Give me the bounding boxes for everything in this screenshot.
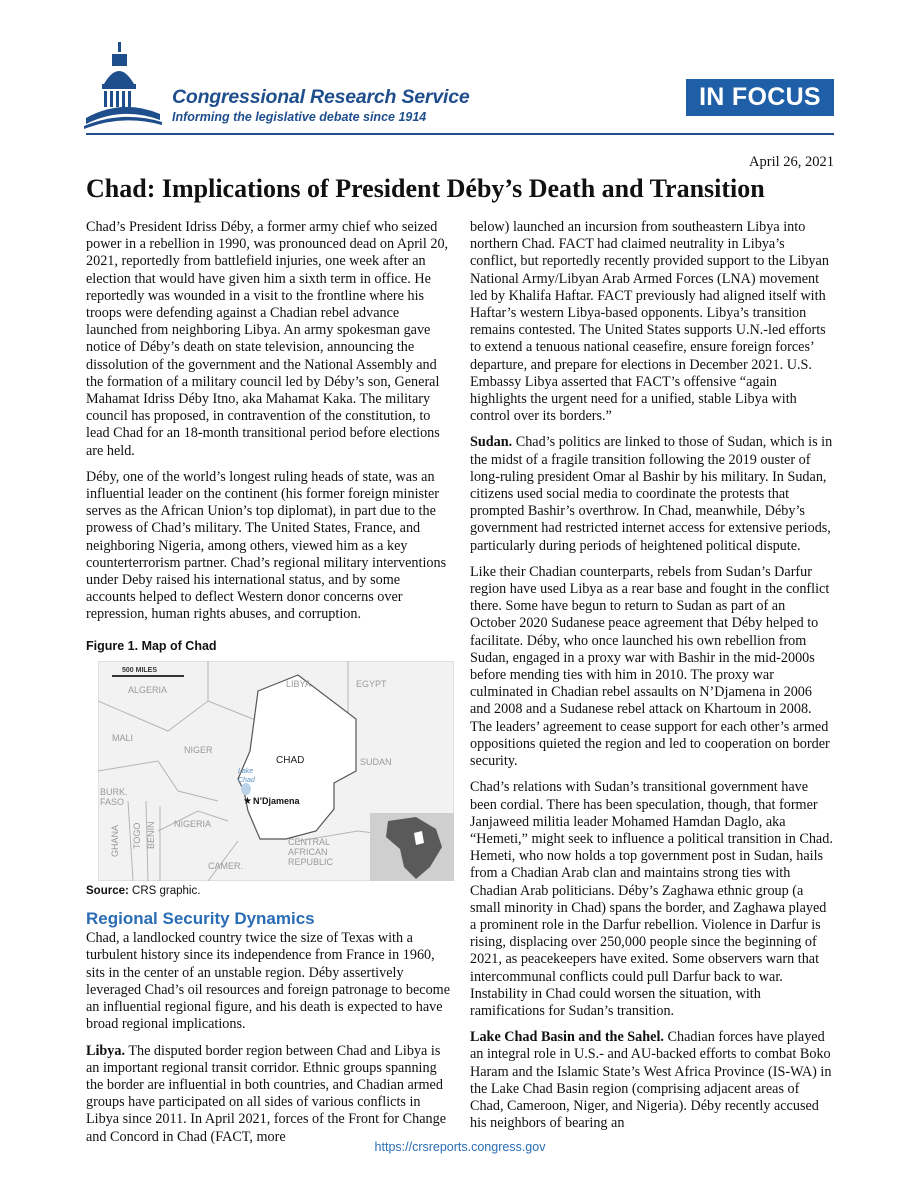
label-burk-1: BURK. — [100, 786, 128, 797]
lake-chad-paragraph — [470, 1029, 834, 1132]
report-title: Chad: Implications of President Déby’s Death and Transition — [86, 174, 765, 203]
label-sudan: SUDAN — [360, 756, 392, 767]
intro-paragraph-2: Déby, one of the world’s longest ruling heads of state, was an influential leader on the continent (his former foreign minister serves as the African Union’s top diplomat), in part due to the prowess of Chad’s military. The United States, France, and neighboring Nigeria, among others, viewed him as a key counterterrorism partner. Chad’s regional military interventions under Deby raised his international status, and by some accounts helped to deflect Western donor concerns over repression, human rights abuses, and corruption. — [86, 468, 447, 623]
libya-text: The disputed border region between Chad and Libya is an important regional transit corridor. Ethnic groups spanning the border are influential in both countries, and Chadian armed groups have participated on all sides of various conflicts in Libya since 2011. In April 2021, forces of the Front for Change and Concord in Chad (FACT, more — [86, 1042, 446, 1145]
scale-label: 500 MILES — [122, 666, 158, 674]
sudan-paragraph-label: Sudan. — [470, 434, 513, 451]
label-niger: NIGER — [184, 744, 213, 755]
report-date: April 26, 2021 — [749, 154, 834, 170]
org-name: Congressional Research Service — [172, 86, 470, 108]
figure-source — [86, 883, 450, 900]
lake-chad-paragraph-text: Chadian forces have played an integral role in U.S.- and AU-backed efforts to combat Boko Haram and the Islamic State’s West Africa Province (IS-WA) in the Lake Chad Basin region (comprising adjacent areas of Chad, Cameroon, Niger, and Nigeria). Déby recently accused his neighbors of bearing an — [470, 1029, 832, 1132]
section-heading: Regional Security Dynamics — [86, 909, 315, 929]
label-nigeria: NIGERIA — [174, 818, 212, 829]
label-burk-2: FASO — [100, 796, 125, 807]
label-mali: MALI — [112, 732, 134, 743]
label-chad: CHAD — [276, 754, 305, 766]
label-benin: BENIN — [146, 821, 156, 849]
lake-chad-paragraph-label: Lake Chad Basin and the Sahel. — [470, 1029, 664, 1046]
libya-paragraph-continued: below) launched an incursion from southeastern Libya into northern Chad. FACT had claimed neutrality in Libya’s conflict, but reportedly recently provided support to the Libyan National Army/Libyan Arab Armed Forces (LNA) movement led by Khalifa Haftar. FACT previously had aligned itself with Haftar’s western Libya-based opponents. Libya’s transition remains contested. The United States supports U.N.-led efforts to extend a tenuous national ceasefire, ensure foreign forces’ departure, and prepare for elections in December 2021. U.S. Embassy Libya asserted that FACT’s offensive “again highlights the urgent need for a unified, stable Libya with control over its borders.” — [470, 219, 829, 425]
report-header — [0, 0, 920, 140]
label-camer: CAMER. — [208, 860, 244, 871]
chad-map — [98, 661, 454, 881]
label-libya: LIBYA — [286, 678, 311, 689]
intro-paragraph-1: Chad’s President Idriss Déby, a former army chief who seized power in a rebellion in 1990, was pronounced dead on April 20, 2021, reportedly from battlefield injuries, one week after an election that would have given him a sixth term in office. He reportedly was wounded in a visit to the frontline where his troops were defending against a Chadian rebel advance launched from neighboring Libya. An army spokesman gave notice of Déby’s death on state television, announcing the dissolution of the government and the National Assembly and the formation of a military council led by Déby’s son, General Mahamat Idriss Déby Itno, aka Mahamat Kaka. The military council has proposed, in contravention of the constitution, to lead Chad for an 18-month transitional period before elections are held. — [86, 219, 449, 459]
source-label: Source: — [86, 884, 129, 897]
header-rule — [86, 133, 834, 135]
right-column — [470, 219, 834, 1141]
label-car-1: CENTRAL — [288, 836, 331, 847]
label-lake-1: Lake — [238, 767, 254, 775]
relations-paragraph: Chad’s relations with Sudan’s transitional government have been cordial. There has been speculation, though, that former Janjaweed militia leader Mohamed Hamdan Daglo, aka “Hemeti,” might seek to influence a political transition in Chad. Hemeti, who now holds a top government post in Sudan, hails from a Chadian Arab clan and maintains strong ties with Chadian Arab politicians. Déby’s Zaghawa ethnic group (a small minority in Chad) spans the border, and Zaghawa played a prominent role in the Darfur rebellion. Violence in Darfur is rising, displacing over 250,000 people since the beginning of 2021, as peacekeepers have exited. Some observers warn that intercommunal conflicts could pull Darfur back to war. Instability in Chad could worsen the situation, with ramifications for Sudan’s transition. — [470, 779, 833, 1019]
in-focus-badge: IN FOCUS — [686, 79, 834, 116]
label-ghana: GHANA — [110, 824, 120, 857]
footer-url[interactable]: https://crsreports.congress.gov — [374, 1140, 546, 1154]
label-egypt: EGYPT — [356, 678, 387, 689]
regional-paragraph: Chad, a landlocked country twice the size of Texas with a turbulent history since its independence from France in 1960, sits in the center of an unstable region. Déby assertively leveraged Chad’s oil resources and foreign patronage to become an influential regional figure, and his death is expected to have broad regional implications. — [86, 930, 451, 1033]
label-car-2: AFRICAN — [288, 846, 328, 857]
sudan-paragraph-text: Chad’s politics are linked to those of Sudan, which is in the midst of a fragile transition following the 2019 ouster of long-ruling president Omar al Bashir by his military. In Sudan, citizens used social media to coordinate the protests that prompted Bashir’s overthrow. In Chad, meanwhile, Déby’s government had restricted internet access for extensive periods, particularly during periods of heightened political dispute. — [470, 434, 833, 554]
darfur-paragraph: Like their Chadian counterparts, rebels from Sudan’s Darfur region have used Libya as a rear base and fought in the conflict there. Some have begun to return to Sudan as part of an October 2020 Sudanese peace agreement that Déby helped to facilitate. Déby, who once launched his own rebellion from Sudan, engaged in a proxy war with Bashir in the mid-2000s before mending ties with him in 2010. The proxy war culminated in Chadian rebel assaults on N’Djamena in 2006 and 2008 and a Sudanese rebel attack on Khartoum in 2008. The leaders’ agreement to cease support for each other’s armed oppositions quieted the region and led to cooperation on border security. — [470, 563, 830, 770]
label-algeria: ALGERIA — [128, 684, 168, 695]
label-car-3: REPUBLIC — [288, 856, 334, 867]
capital-star-icon: ★ — [243, 795, 252, 807]
label-lake-2: Chad — [238, 776, 255, 784]
label-capital: N’Djamena — [253, 795, 300, 806]
source-text: CRS graphic. — [128, 884, 201, 897]
org-tagline: Informing the legislative debate since 1914 — [172, 110, 427, 124]
label-togo: TOGO — [132, 822, 142, 849]
africa-inset — [370, 813, 454, 881]
capitol-dome-icon — [82, 40, 162, 130]
libya-label: Libya. — [86, 1042, 126, 1059]
sudan-paragraph — [470, 434, 834, 554]
figure-caption: Figure 1. Map of Chad — [86, 638, 217, 653]
libya-paragraph-start — [86, 1043, 450, 1146]
left-column — [86, 219, 450, 1155]
